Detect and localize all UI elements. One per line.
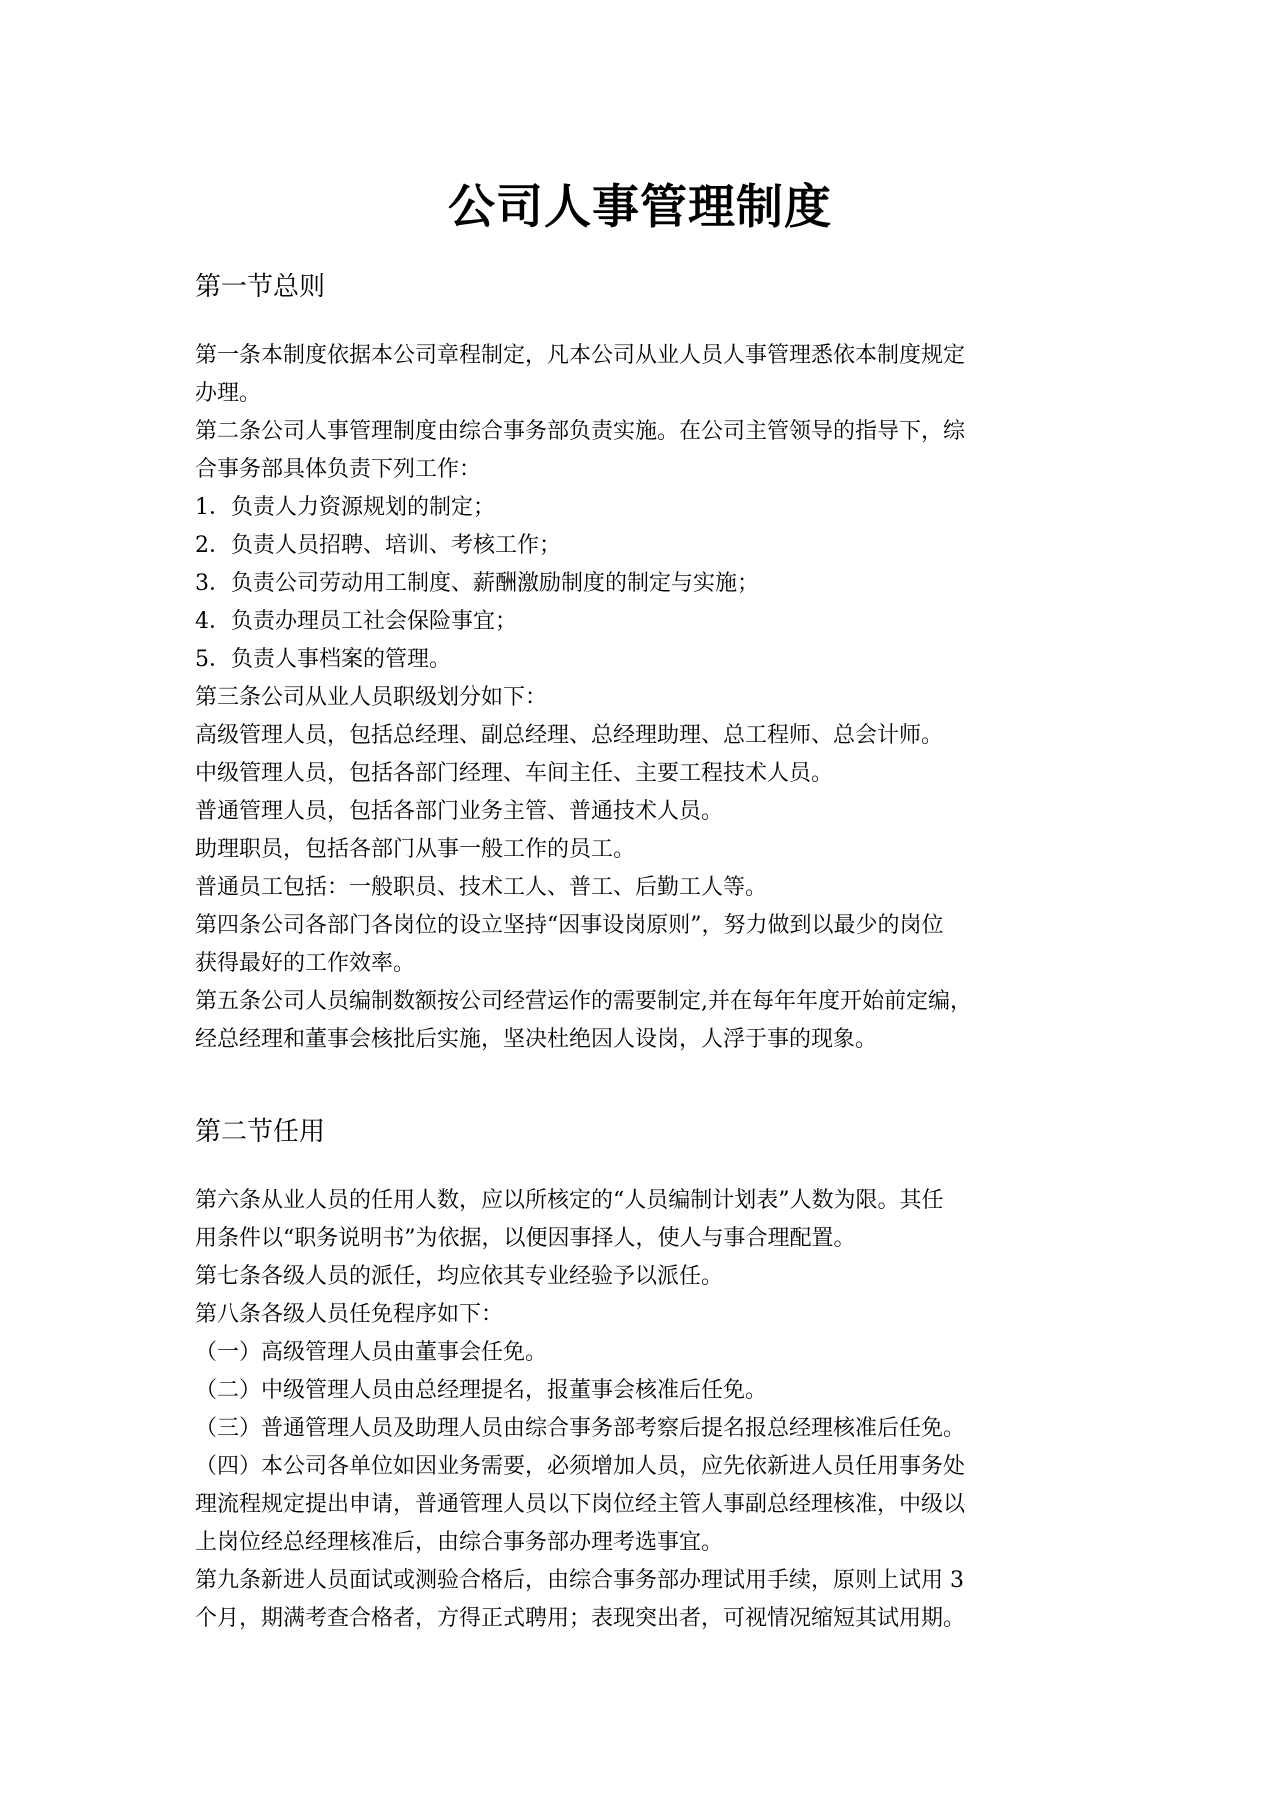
section-appointment [195, 1112, 1095, 1638]
document-title: 公司人事管理制度 [448, 180, 832, 235]
list-item: 5．负责人事档案的管理。 [195, 647, 451, 672]
text-line: 第三条公司从业人员职级划分如下： [195, 685, 548, 710]
text-line: 经总经理和董事会核批后实施，坚决杜绝因人设岗，人浮于事的现象。 [195, 1027, 878, 1052]
text-line: 个月，期满考查合格者，方得正式聘用；表现突出者，可视情况缩短其试用期。 [195, 1606, 966, 1631]
text-line: 第八条各级人员任免程序如下： [195, 1302, 504, 1327]
text-line: 合事务部具体负责下列工作： [195, 457, 482, 482]
section-heading: 第一节总则 [195, 272, 326, 302]
text-line: 高级管理人员，包括总经理、副总经理、总经理助理、总工程师、总会计师。 [195, 723, 944, 748]
text-line: 第六条从业人员的任用人数，应以所核定的“人员编制计划表”人数为限。其任 [195, 1188, 944, 1213]
list-item: （四）本公司各单位如因业务需要，必须增加人员，应先依新进人员任用事务处 [195, 1454, 966, 1479]
section-general [195, 267, 1095, 1059]
list-item: 3．负责公司劳动用工制度、薪酬激励制度的制定与实施； [195, 571, 759, 596]
text-line: 第四条公司各部门各岗位的设立坚持“因事设岗原则”，努力做到以最少的岗位 [195, 913, 944, 938]
list-item: 1．负责人力资源规划的制定； [195, 495, 495, 520]
text-line: 获得最好的工作效率。 [195, 951, 416, 976]
text-line: 第七条各级人员的派任，均应依其专业经验予以派任。 [195, 1264, 724, 1289]
text-line: 第五条公司人员编制数额按公司经营运作的需要制定,并在每年年度开始前定编， [195, 989, 972, 1014]
text-line: 中级管理人员，包括各部门经理、车间主任、主要工程技术人员。 [195, 761, 834, 786]
text-line: 第一条本制度依据本公司章程制定，凡本公司从业人员人事管理悉依本制度规定 [195, 343, 966, 368]
text-line: 理流程规定提出申请，普通管理人员以下岗位经主管人事副总经理核准，中级以 [195, 1492, 966, 1517]
text-line: 助理职员，包括各部门从事一般工作的员工。 [195, 837, 636, 862]
list-item: 2．负责人员招聘、培训、考核工作； [195, 533, 561, 558]
text-line: 上岗位经总经理核准后，由综合事务部办理考选事宜。 [195, 1530, 724, 1555]
text-line: 第二条公司人事管理制度由综合事务部负责实施。在公司主管领导的指导下，综 [195, 419, 966, 444]
text-line: 普通员工包括：一般职员、技术工人、普工、后勤工人等。 [195, 875, 768, 900]
list-item: （二）中级管理人员由总经理提名，报董事会核准后任免。 [195, 1378, 768, 1403]
text-line: 用条件以“职务说明书”为依据，以便因事择人，使人与事合理配置。 [195, 1226, 856, 1251]
list-item: （三）普通管理人员及助理人员由综合事务部考察后提名报总经理核准后任免。 [195, 1416, 966, 1441]
text-line: 普通管理人员，包括各部门业务主管、普通技术人员。 [195, 799, 724, 824]
list-item: 4．负责办理员工社会保险事宜； [195, 609, 517, 634]
list-item: （一）高级管理人员由董事会任免。 [195, 1340, 548, 1365]
text-line: 办理。 [195, 381, 262, 406]
text-line: 第九条新进人员面试或测验合格后，由综合事务部办理试用手续，原则上试用 3 [195, 1568, 964, 1593]
section-heading: 第二节任用 [195, 1117, 326, 1147]
